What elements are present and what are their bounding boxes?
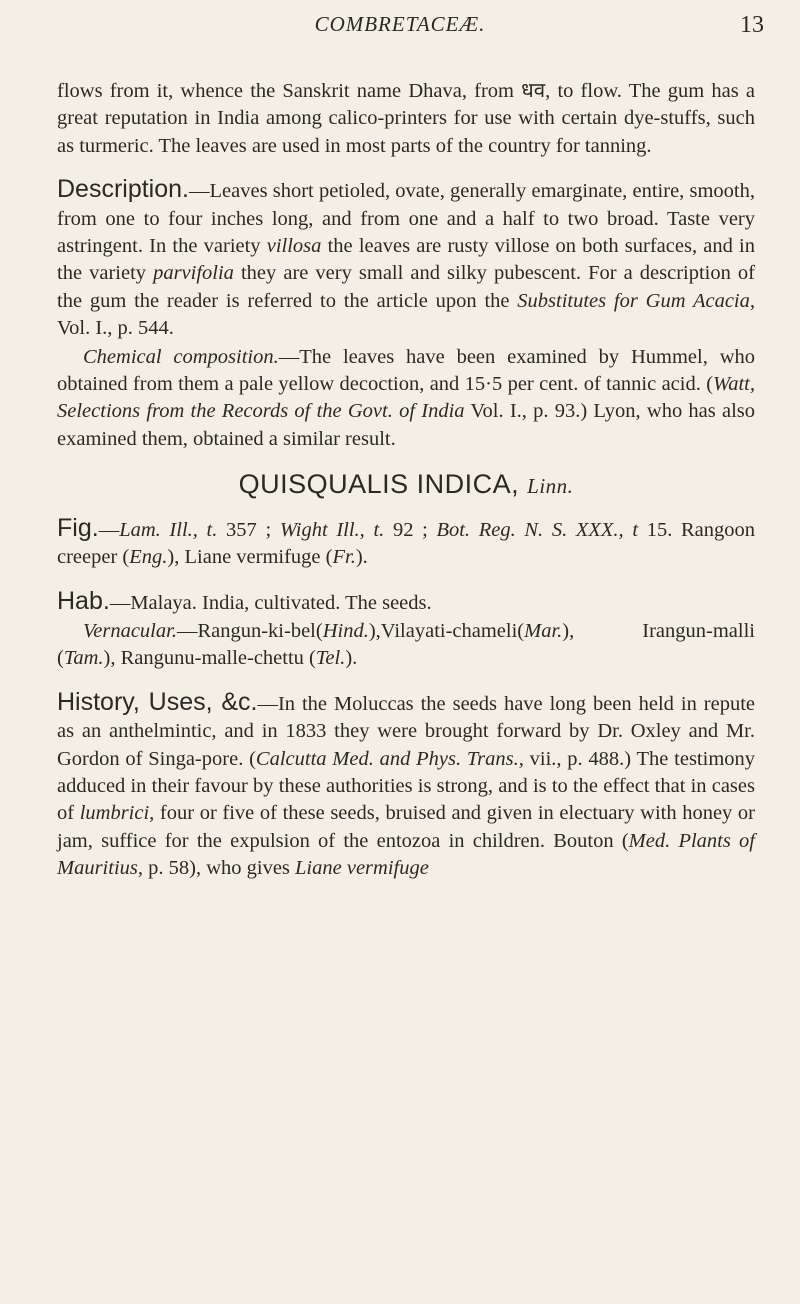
running-head: COMBRETACEÆ.	[314, 12, 486, 36]
vernacular-paragraph: Vernacular.—Rangun-ki-bel(Hind.),Vilayati-chameli(Mar.), Irangun-malli (Tam.), Rangunu-malle-chettu (Tel.).	[57, 619, 755, 670]
fig-paragraph: Fig.—Lam. Ill., t. 357 ; Wight Ill., t. 92 ; Bot. Reg. N. S. XXX., t 15. Rangoon creeper (Eng.), Liane vermifuge (Fr.).	[57, 513, 756, 569]
history-label: History, Uses, &c.	[57, 687, 258, 716]
vernacular-label: Vernacular.	[83, 619, 177, 642]
species-heading: QUISQUALIS INDICA, Linn.	[238, 469, 574, 500]
history-paragraph: History, Uses, &c.—In the Moluccas the seeds have long been held in repute as an anthelmintic, and in 1833 they were brought forward by Dr. Oxley and Mr. Gordon of Singa-pore. (Calcutta Med. and Phys. Trans., vii., p. 488.) The testimony adduced in their favour by these authorities is strong, and is to the effect that in cases of lumbrici, four or five of these seeds, bruised and given in electuary with honey or jam, suffice for the expulsion of the entozoa in children. Bouton (Med. Plants of Mauritius, p. 58), who gives Liane vermifuge	[57, 687, 756, 880]
fig-label: Fig.	[57, 513, 99, 542]
intro-paragraph: flows from it, whence the Sanskrit name Dhava, from धव, to flow. The gum has a great reputation in India among calico-printers for use with certain dye-stuffs, such as turmeric. The leaves are used in most parts of the country for tanning.	[57, 80, 755, 157]
description-paragraph: Description.—Leaves short petioled, ovate, generally emarginate, entire, smooth, from one to four inches long, and from one and a half to two broad. Taste very astringent. In the variety villosa the leaves are rusty villose on both surfaces, and in the variety parvifolia they are very small and silky pubescent. For a description of the gum the reader is referred to the article upon the Substitutes for Gum Acacia, Vol. I., p. 544.	[57, 175, 755, 340]
page-number: 13	[740, 12, 764, 38]
chemical-paragraph: Chemical composition.—The leaves have been examined by Hummel, who obtained from them a pale yellow decoction, and 15·5 per cent. of tannic acid. (Watt, Selections from the Records of the Govt. of India Vol. I., p. 93.) Lyon, who has also examined them, obtained a similar result.	[57, 345, 756, 450]
sanskrit-word: धव	[521, 80, 546, 102]
hab-paragraph: Hab.—Malaya. India, cultivated. The seeds.	[57, 586, 432, 615]
description-label: Description.	[57, 175, 189, 204]
chemical-label: Chemical composition.	[83, 345, 279, 368]
species-author: Linn.	[527, 474, 574, 499]
body-text	[57, 78, 755, 883]
hab-label: Hab.	[57, 586, 110, 615]
